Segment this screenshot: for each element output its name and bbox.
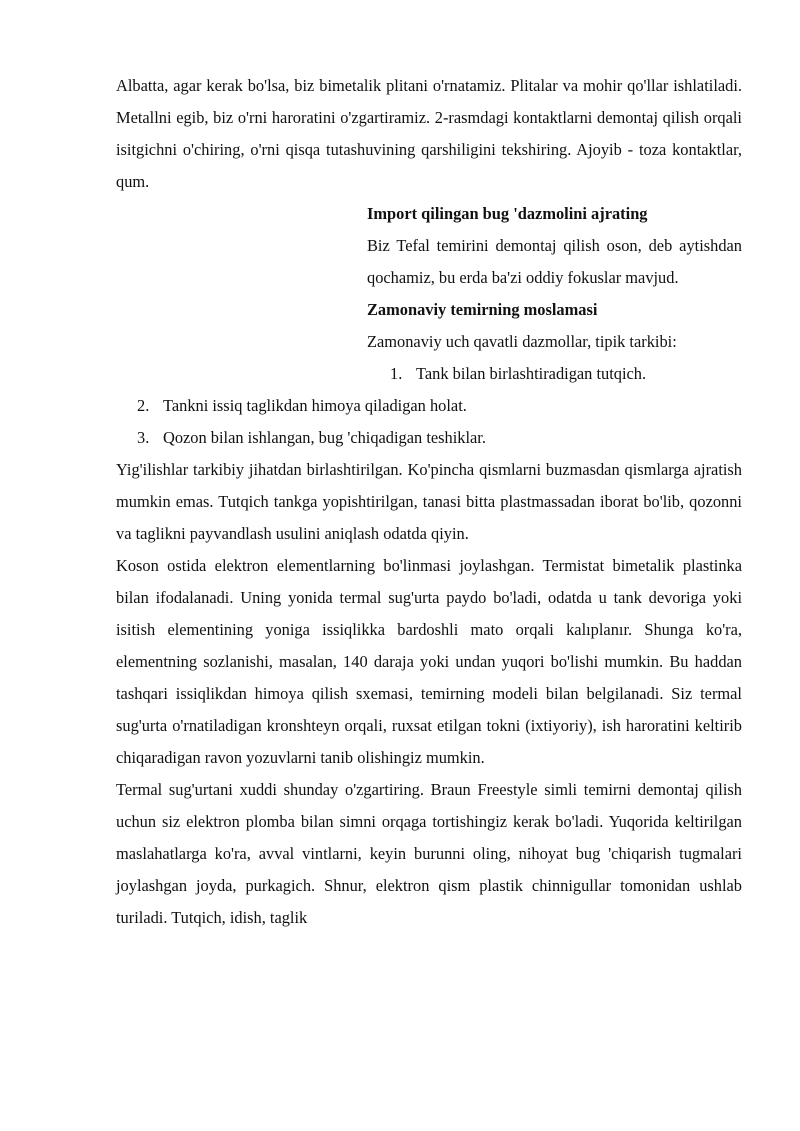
heading-modern-iron: Zamonaviy temirning moslamasi [367, 300, 598, 319]
paragraph-bimetal-plate: Albatta, agar kerak bo'lsa, biz bimetalik plitani o'rnatamiz. Plitalar va mohir qo'llar ishlatiladi. Metallni egib, biz o'rni haroratini o'zgartiramiz. 2-rasmdagi kontaktlarni demontaj qilish orqali isitgichni o'chiring, o'rni qisqa tutashuvining qarshiligini tekshiring. Ajoyib - toza kontaktlar, qum. [116, 76, 742, 191]
list-item [137, 422, 742, 454]
heading-imported-iron: Import qilingan bug 'dazmolini ajrating [367, 204, 648, 223]
indented-section [367, 198, 742, 358]
list-text: Tankni issiq taglikdan himoya qiladigan holat. [163, 396, 467, 415]
list-item [137, 390, 742, 422]
list-text: Qozon bilan ishlangan, bug 'chiqadigan teshiklar. [163, 428, 486, 447]
list-text: Tank bilan birlashtiradigan tutqich. [416, 364, 647, 383]
list-number: 1. [390, 364, 403, 383]
paragraph-electronics: Koson ostida elektron elementlarning bo'linmasi joylashgan. Termistat bimetalik plastinka bilan ifodalanadi. Uning yonida termal sug'urta paydo bo'ladi, odatda u tank devoriga yoki isitish elementining yoniga issiqlikka bardoshli mato orqali kalıplanır. Shunga ko'ra, elementning sozlanishi, masalan, 140 daraja yoki undan yuqori bo'lishi mumkin. Bu haddan tashqari issiqlikdan himoya qilish sxemasi, temirning modeli bilan belgilanadi. Siz termal sug'urta o'rnatiladigan kronshteyn orqali, ruxsat etilgan tokni (ixtiyoriy), ish haroratini keltirib chiqaradigan ravon yozuvlarni tanib olishingiz mumkin. [116, 556, 742, 767]
document-page [116, 70, 742, 934]
list-item [390, 358, 742, 390]
list-number: 3. [137, 428, 150, 447]
paragraph-tefal: Biz Tefal temirini demontaj qilish oson, deb aytishdan qochamiz, bu erda ba'zi oddiy fokuslar mavjud. [367, 236, 742, 287]
list-number: 2. [137, 396, 150, 415]
paragraph-thermal-fuse: Termal sug'urtani xuddi shunday o'zgartiring. Braun Freestyle simli temirni demontaj qilish uchun siz elektron plomba bilan simni orqaga tortishingiz kerak bo'ladi. Yuqorida keltirilgan maslahatlarga ko'ra, avval vintlarni, keyin burunni oling, nihoyat bug 'chiqarish tugmalari joylashgan joyda, purkagich. Shnur, elektron qism plastik chinnigullar tomonidan ushlab turiladi. Tutqich, idish, taglik [116, 780, 742, 927]
paragraph-modern-composition: Zamonaviy uch qavatli dazmollar, tipik tarkibi: [367, 332, 677, 351]
paragraph-assemblies: Yig'ilishlar tarkibiy jihatdan birlashtirilgan. Ko'pincha qismlarni buzmasdan qismlarga ajratish mumkin emas. Tutqich tankga yopishtirilgan, tanasi bitta plastmassadan iborat bo'lib, qozonni va taglikni payvandlash usulini aniqlash odatda qiyin. [116, 460, 742, 543]
